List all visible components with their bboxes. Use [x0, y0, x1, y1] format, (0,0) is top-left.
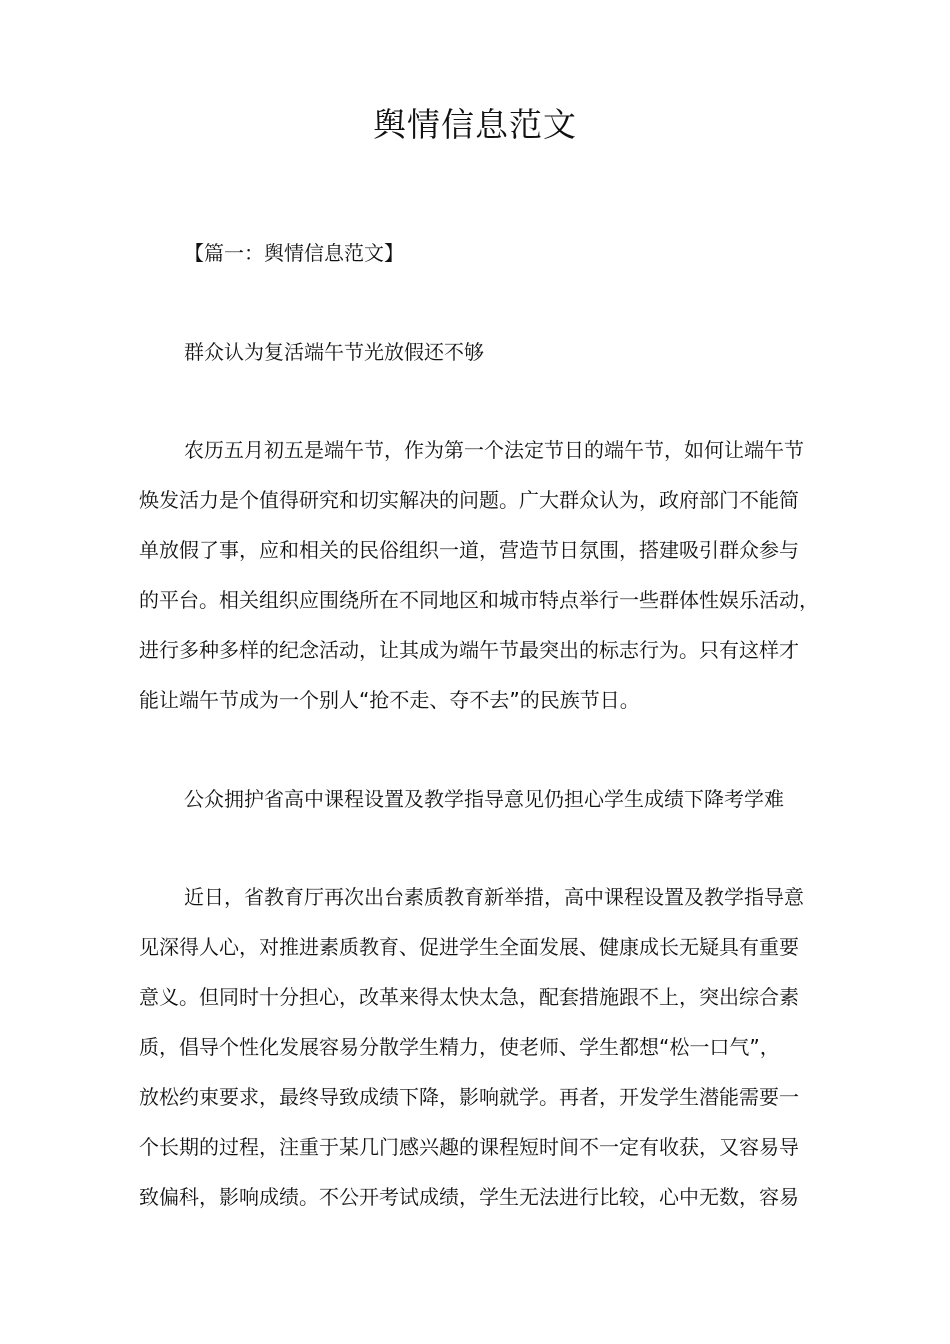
article2-line: 质，倡导个性化发展容易分散学生精力，使老师、学生都想“松一口气”， — [139, 1035, 780, 1059]
article1-line: 能让端午节成为一个别人“抢不走、夺不去”的民族节日。 — [139, 688, 640, 712]
article2-line: 放松约束要求，最终导致成绩下降，影响就学。再者，开发学生潜能需要一 — [139, 1085, 799, 1109]
article1-line: 单放假了事，应和相关的民俗组织一道，营造节日氛围，搭建吸引群众参与 — [139, 538, 799, 562]
article1-line: 焕发活力是个值得研究和切实解决的问题。广大群众认为，政府部门不能简 — [139, 488, 799, 512]
article2-line: 意义。但同时十分担心，改革来得太快太急，配套措施跟不上，突出综合素 — [139, 985, 799, 1009]
article2-line: 个长期的过程，注重于某几门感兴趣的课程短时间不一定有收获，又容易导 — [139, 1135, 799, 1159]
article1-line: 进行多种多样的纪念活动，让其成为端午节最突出的标志行为。只有这样才 — [139, 638, 799, 662]
article2-line: 见深得人心，对推进素质教育、促进学生全面发展、健康成长无疑具有重要 — [139, 935, 799, 959]
section-label: 【篇一：舆情信息范文】 — [184, 241, 404, 265]
article2-headline: 公众拥护省高中课程设置及教学指导意见仍担心学生成绩下降考学难 — [184, 787, 784, 811]
article1-line: 的平台。相关组织应围绕所在不同地区和城市特点举行一些群体性娱乐活动， — [139, 588, 819, 612]
article1-headline: 群众认为复活端午节光放假还不够 — [184, 340, 484, 364]
document-title: 舆情信息范文 — [373, 105, 577, 144]
article2-line: 近日，省教育厅再次出台素质教育新举措，高中课程设置及教学指导意 — [184, 885, 804, 909]
article2-line: 致偏科，影响成绩。不公开考试成绩，学生无法进行比较，心中无数，容易 — [139, 1185, 799, 1209]
article1-line: 农历五月初五是端午节，作为第一个法定节日的端午节，如何让端午节 — [184, 438, 804, 462]
